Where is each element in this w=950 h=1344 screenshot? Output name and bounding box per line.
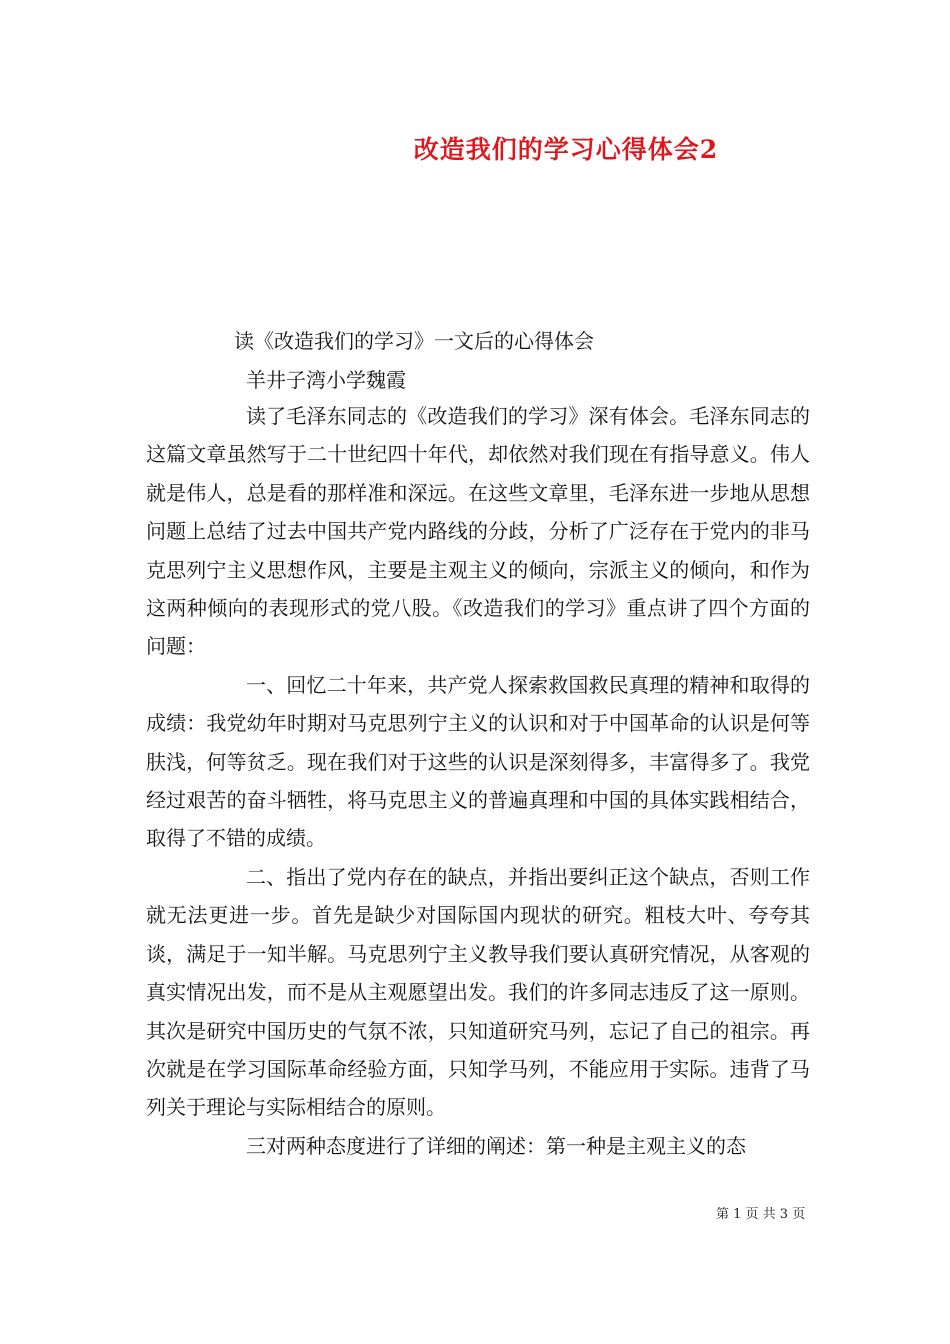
paragraph-1: 读了毛泽东同志的《改造我们的学习》深有体会。毛泽东同志的这篇文章虽然写于二十世纪四十年代，却依然对我们现在有指导意义。伟人就是伟人，总是看的那样准和深远。在这些文章里，毛泽东进一步地从思想问题上总结了过去中国共产党内路线的分歧，分析了广泛存在于党内的非马克思列宁主义思想作风，主要是主观主义的倾向，宗派主义的倾向，和作为这两种倾向的表现形式的党八股。《改造我们的学习》重点讲了四个方面的问题： — [146, 404, 810, 659]
paragraph-3: 二、指出了党内存在的缺点，并指出要纠正这个缺点，否则工作就无法更进一步。首先是缺少对国际国内现状的研究。粗枝大叶、夸夸其谈，满足于一知半解。马克思列宁主义教导我们要认真研究情况，从客观的真实情况出发，而不是从主观愿望出发。我们的许多同志违反了这一原则。其次是研究中国历史的气氛不浓，只知道研究马列，忘记了自己的祖宗。再次就是在学习国际革命经验方面，只知学马列，不能应用于实际。违背了马列关于理论与实际相结合的原则。 — [146, 864, 810, 1120]
document-title-text: 改造我们的学习心得体会2 — [413, 135, 719, 164]
document-author: 羊井子湾小学魏霞 — [246, 368, 406, 392]
document-body — [146, 397, 810, 1165]
paragraph-2: 一、回忆二十年来，共产党人探索救国救民真理的精神和取得的成绩：我党幼年时期对马克思列宁主义的认识和对于中国革命的认识是何等肤浅，何等贫乏。现在我们对于这些的认识是深刻得多，丰富得多了。我党经过艰苦的奋斗牺牲，将马克思主义的普遍真理和中国的具体实践相结合，取得了不错的成绩。 — [146, 672, 810, 851]
document-subtitle: 读《改造我们的学习》一文后的心得体会 — [234, 329, 594, 353]
document-title — [0, 130, 950, 166]
page-number-footer: 第 1 页 共 3 页 — [716, 1207, 806, 1222]
paragraph-4: 三对两种态度进行了详细的阐述：第一种是主观主义的态 — [246, 1133, 746, 1158]
